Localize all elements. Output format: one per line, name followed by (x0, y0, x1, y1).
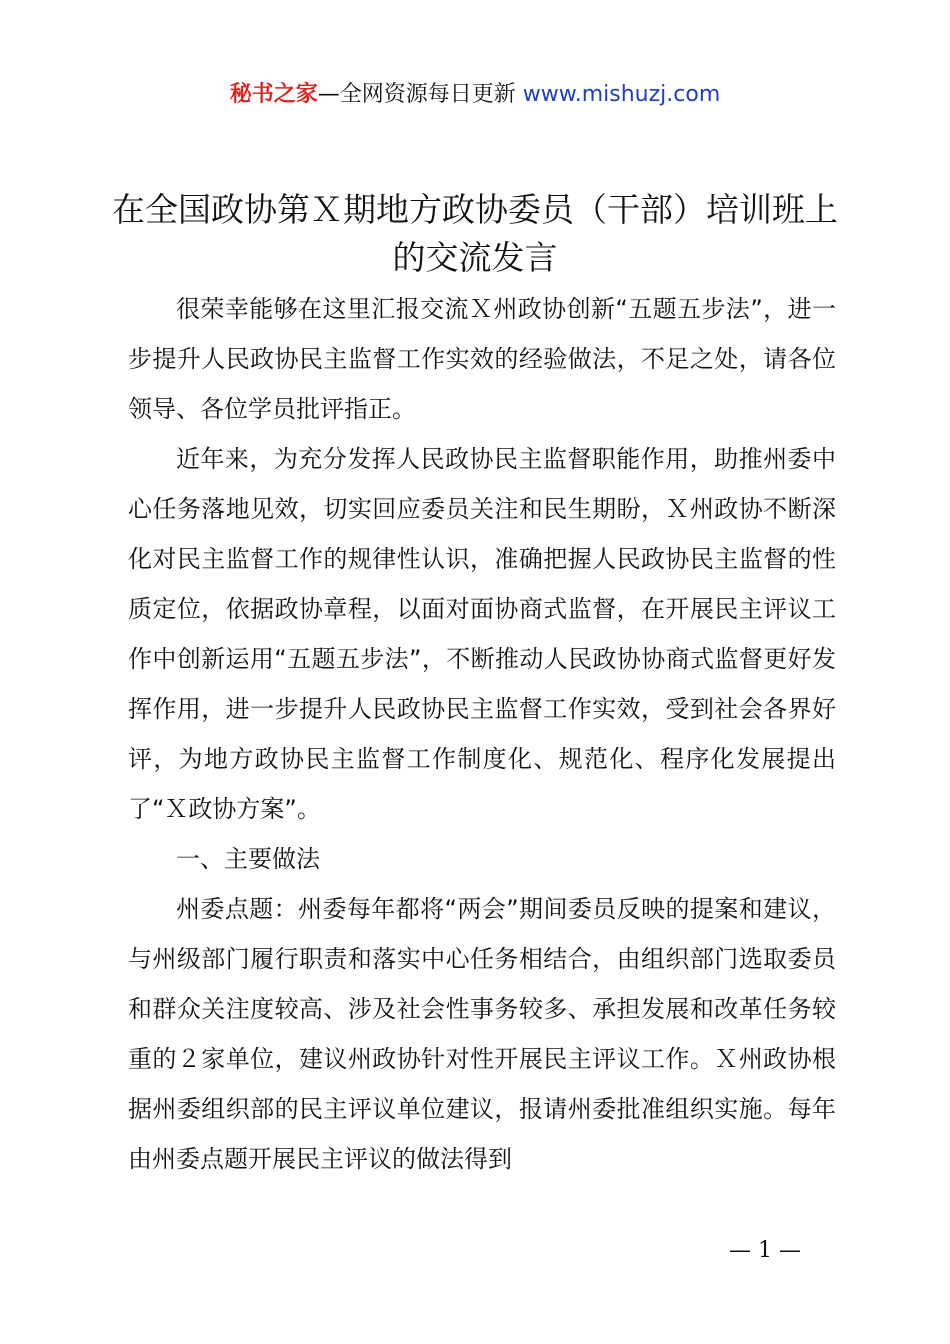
intro-paragraph: 很荣幸能够在这里汇报交流Ｘ州政协创新“五题五步法”，进一步提升人民政协民主监督工作实效的经验做法，不足之处，请各位领导、各位学员批评指正。 (128, 295, 836, 423)
section-heading: 一、主要做法 (176, 845, 320, 873)
document-title: 在全国政协第Ｘ期地方政协委员（干部）培训班上的交流发言 (112, 190, 838, 277)
brand-name: 秘书之家 (229, 82, 318, 107)
section-paragraph: 州委点题：州委每年都将“两会”期间委员反映的提案和建议，与州级部门履行职责和落实中心任务相结合，由组织部门选取委员和群众关注度较高、涉及社会性事务较多、承担发展和改革任务较重的２家单位，建议州政协针对性开展民主评议工作。Ｘ州政协根据州委组织部的民主评议单位建议，报请州委批准组织实施。每年由州委点题开展民主评议的做法得到 (128, 895, 836, 1173)
background-paragraph: 近年来，为充分发挥人民政协民主监督职能作用，助推州委中心任务落地见效，切实回应委员关注和民生期盼，Ｘ州政协不断深化对民主监督工作的规律性认识，准确把握人民政协民主监督的性质定位，依据政协章程，以面对面协商式监督，在开展民主评议工作中创新运用“五题五步法”，不断推动人民政协协商式监督更好发挥作用，进一步提升人民政协民主监督工作实效，受到社会各界好评，为地方政协民主监督工作制度化、规范化、程序化发展提出了“Ｘ政协方案”。 (128, 445, 836, 823)
page-number: — 1 — (729, 1238, 801, 1263)
header-tagline: —全网资源每日更新 (317, 82, 516, 107)
document-body (128, 284, 836, 1184)
site-url-link[interactable]: www.mishuzj.com (522, 82, 721, 107)
header-banner (0, 78, 950, 112)
